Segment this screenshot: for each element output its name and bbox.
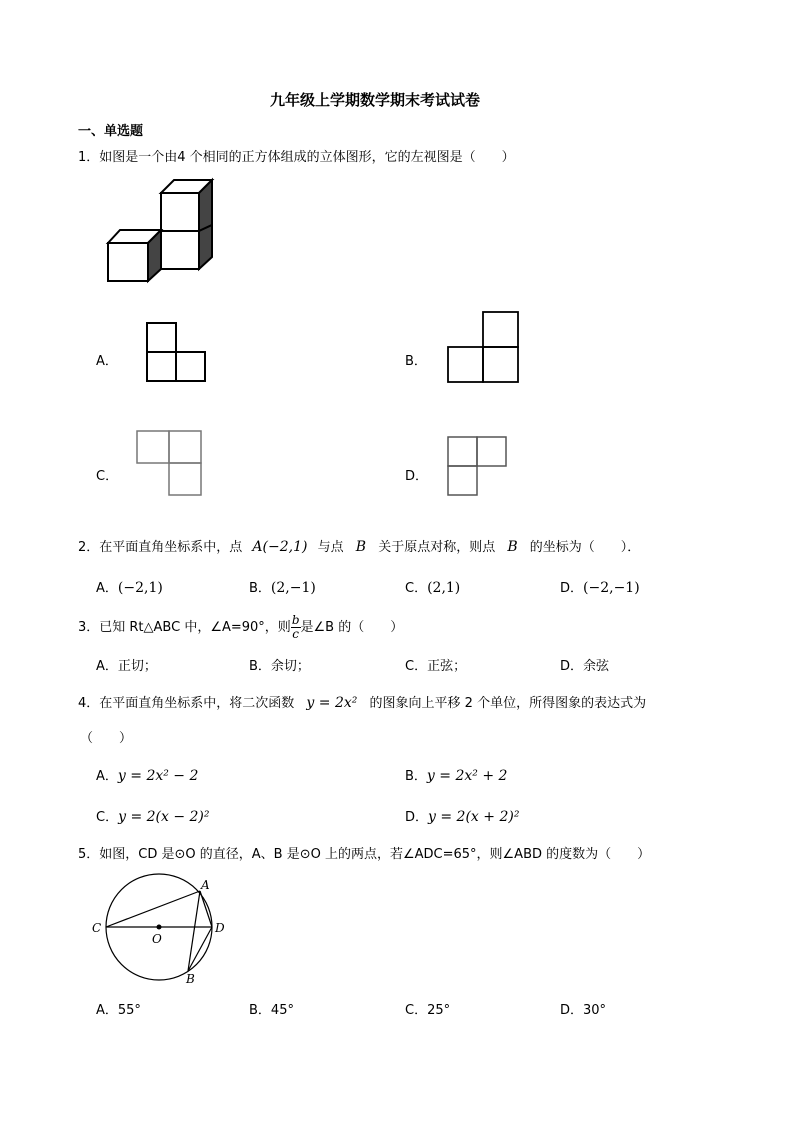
q4-option-d[interactable]: D．y = 2(x + 2)² (405, 809, 520, 825)
label-d: D (215, 921, 225, 935)
question-2-text: 2．在平面直角坐标系中，点 A(−2,1) 与点 B 关于原点对称，则点 B 的坐标为（ ）． (78, 539, 641, 555)
q4-option-b[interactable]: B．y = 2x² + 2 (405, 768, 508, 784)
question-5-text: 5．如图，CD 是⊙O 的直径，A、B 是⊙O 上的两点，若∠ADC=65°，则∠ABD 的度数为（ ） (78, 847, 651, 862)
q1-option-d-figure (447, 436, 509, 498)
q2-option-d[interactable]: D．(−2,−1) (560, 580, 640, 596)
q2-option-a[interactable]: A．(−2,1) (96, 580, 163, 596)
q3-option-c[interactable]: C．正弦； (405, 659, 467, 674)
q3-option-b[interactable]: B．余切； (249, 659, 310, 674)
cube-figure (100, 175, 220, 310)
q5-option-d[interactable]: D．30° (560, 1003, 607, 1018)
circle-diagram (88, 870, 238, 990)
q2-option-b[interactable]: B．(2,−1) (249, 580, 316, 596)
page-title: 九年级上学期数学期末考试试卷 (270, 91, 481, 109)
q5-option-c[interactable]: C．25° (405, 1003, 451, 1018)
question-4-text: 4．在平面直角坐标系中，将二次函数 y = 2x² 的图象向上平移 2 个单位，所得图象的表达式为 (78, 695, 647, 711)
q3-option-a[interactable]: A．正切； (96, 659, 157, 674)
question-4-blank: （ ） (80, 731, 133, 746)
q5-option-b[interactable]: B．45° (249, 1003, 294, 1018)
q2-option-c[interactable]: C．(2,1) (405, 580, 461, 596)
point-b: B (355, 539, 367, 555)
q1-option-a[interactable]: A． (96, 354, 118, 369)
label-c: C (92, 921, 102, 935)
q4-option-c[interactable]: C．y = 2(x − 2)² (96, 809, 210, 825)
q1-option-b[interactable]: B． (405, 354, 427, 369)
q3-option-d[interactable]: D．余弦 (560, 659, 610, 674)
q1-option-a-figure (146, 322, 206, 384)
q1-option-c-figure (136, 430, 204, 498)
q1-option-c[interactable]: C． (96, 469, 119, 484)
q4-option-a[interactable]: A．y = 2x² − 2 (96, 768, 199, 784)
q1-option-b-figure (447, 311, 521, 383)
question-1-text: 1．如图是一个由4 个相同的正方体组成的立体图形，它的左视图是（ ） (78, 150, 515, 165)
q5-option-a[interactable]: A．55° (96, 1003, 141, 1018)
point-a: A(−2,1) (252, 539, 308, 555)
label-a: A (201, 878, 210, 892)
function-expression: y = 2x² (306, 695, 358, 711)
label-o: O (152, 932, 162, 946)
fraction-b-over-c: $\frac{b}{c}$ (291, 613, 300, 641)
point-b: B (507, 539, 518, 555)
question-3-text: 3．已知 Rt△ABC 中，∠A=90°，则 $\frac{b}{c}$ 是∠B 的（ ） (78, 613, 404, 641)
q1-option-d[interactable]: D． (405, 469, 429, 484)
label-b: B (186, 972, 195, 986)
section-heading: 一、单选题 (78, 124, 144, 139)
